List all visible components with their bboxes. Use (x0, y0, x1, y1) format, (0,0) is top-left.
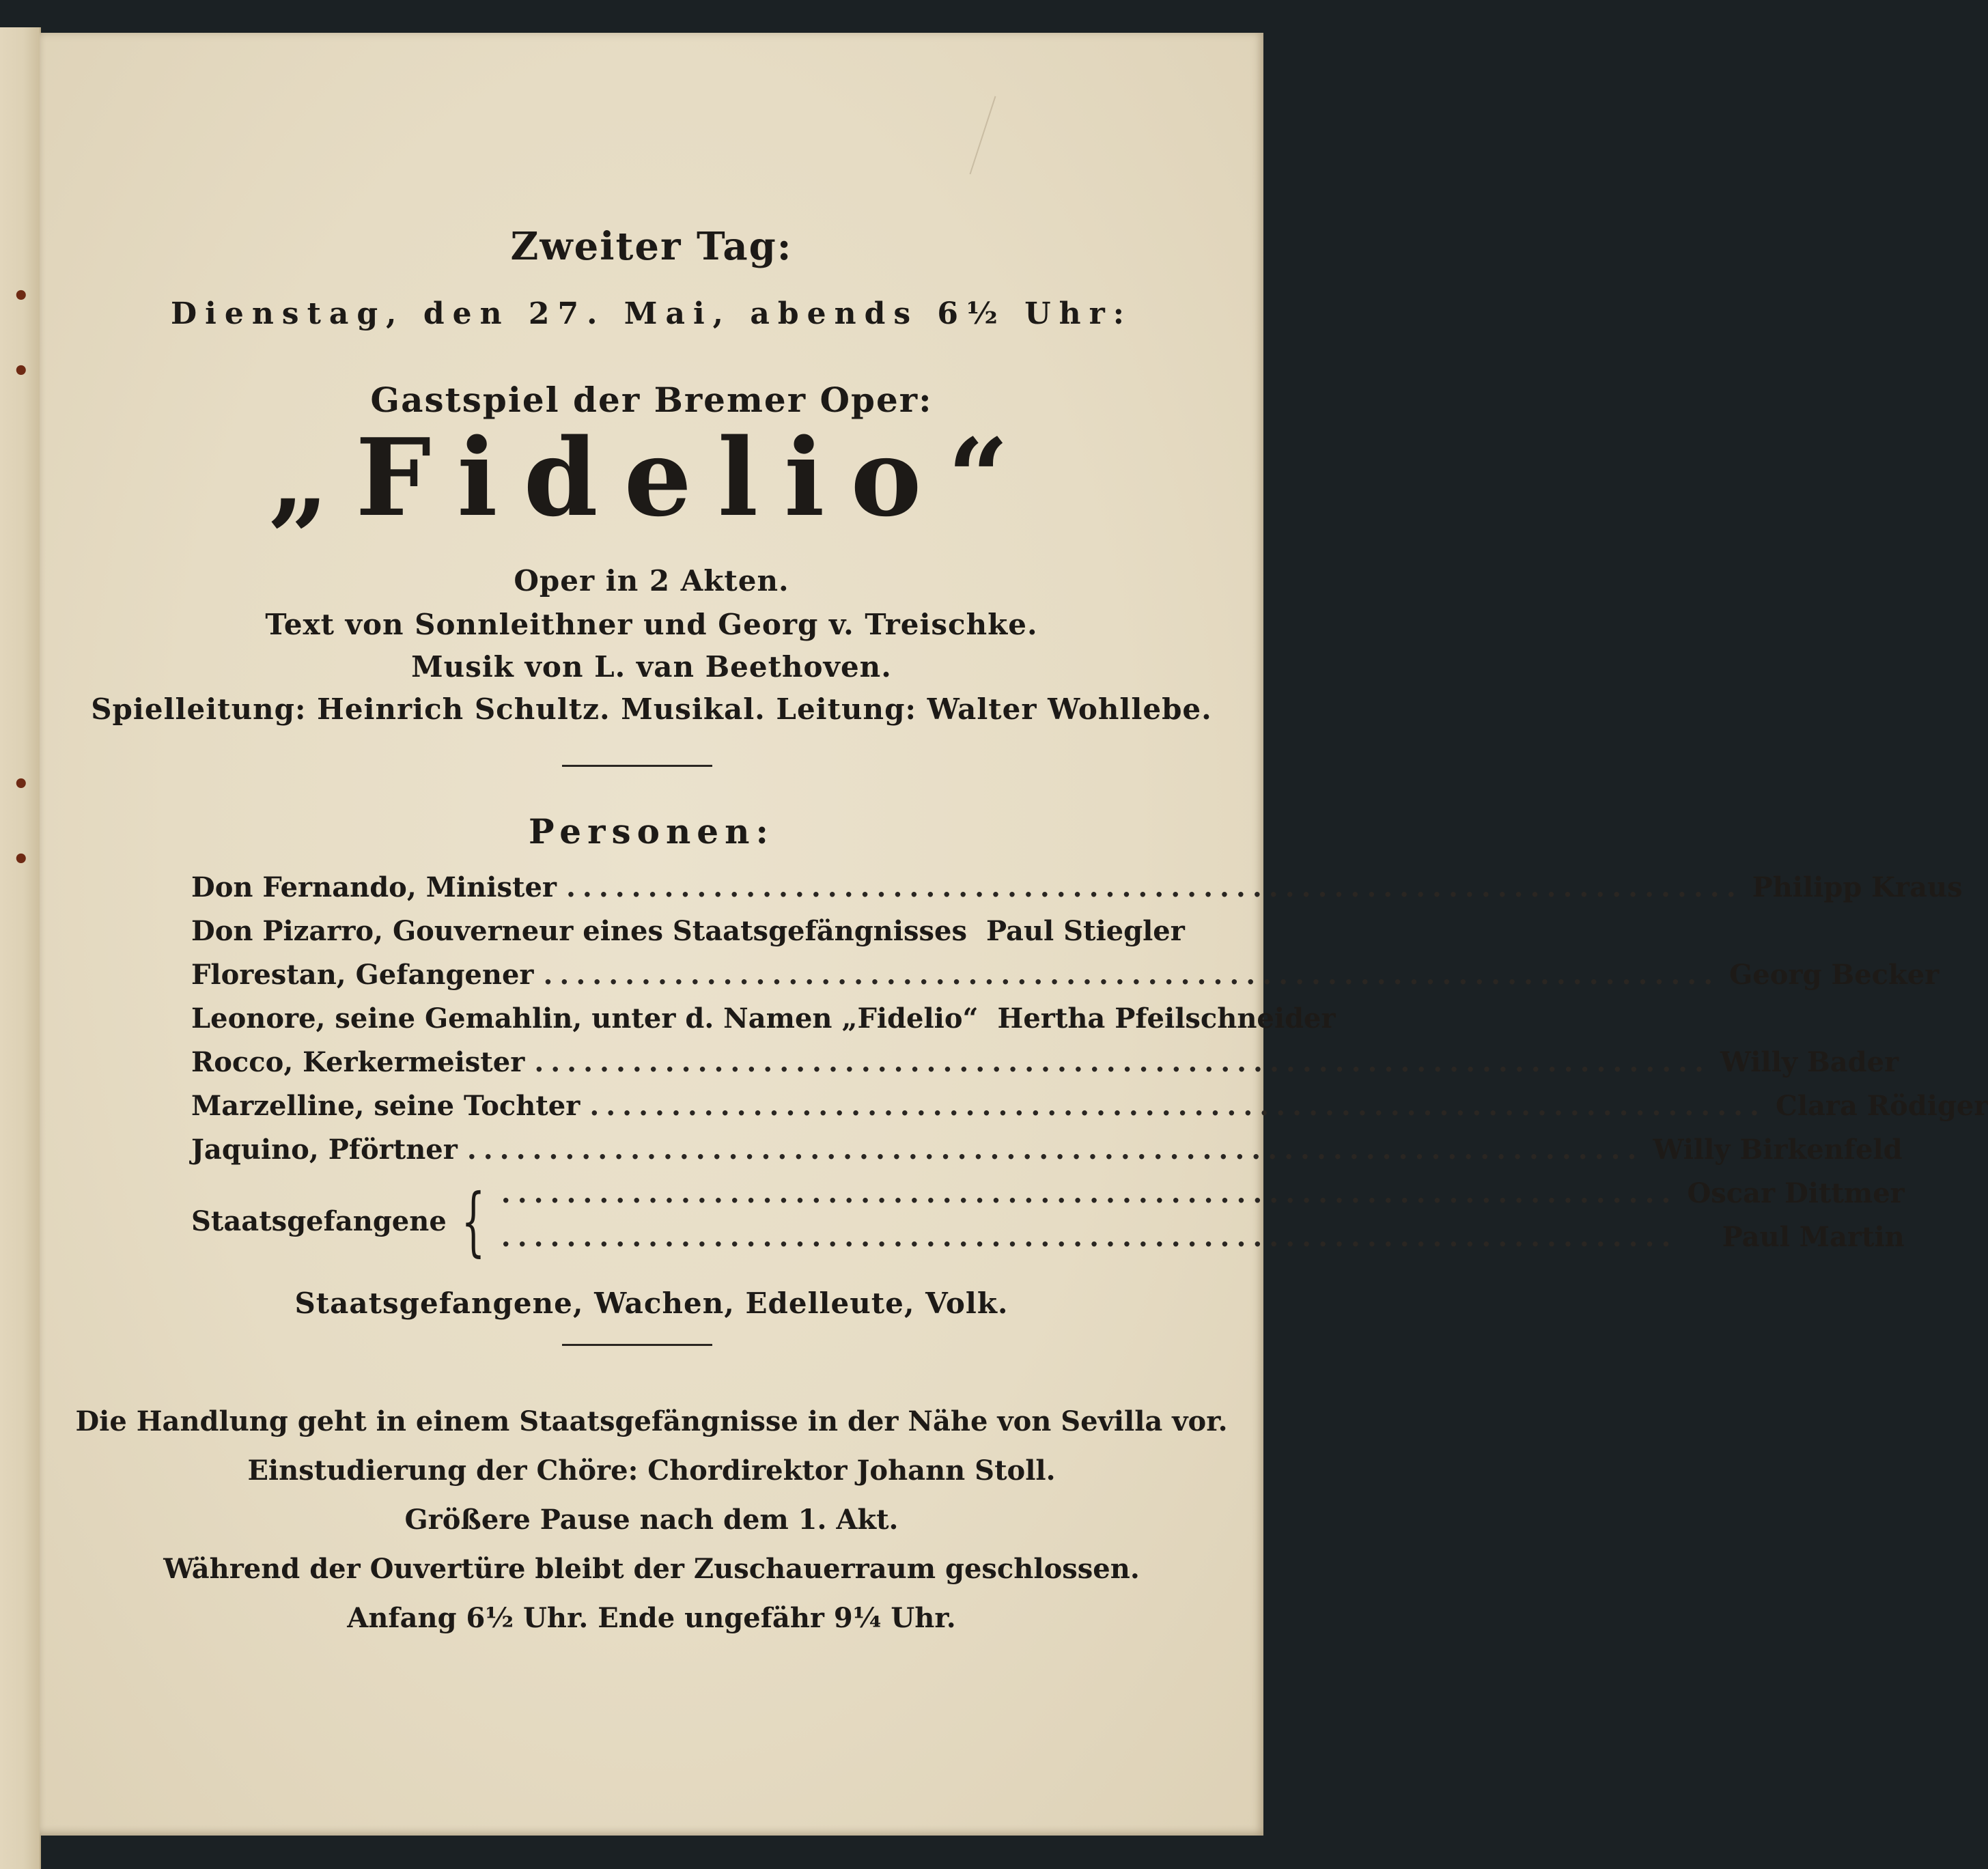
brace-glyph: { (461, 1177, 486, 1265)
composer-credit: Musik von L. van Beethoven. (411, 650, 892, 684)
role-name: Don Pizarro, Gouverneur eines Staatsgefängnisses (191, 915, 967, 947)
actor-name: Philipp Kraus (1752, 871, 1963, 903)
dot-leader: ........................................................................ (543, 959, 1720, 991)
cast-row (501, 1221, 1905, 1265)
adjacent-page-edge (0, 27, 41, 1869)
cast-heading: Personen: (529, 811, 774, 852)
dot-leader: ........................................................................ (534, 1046, 1711, 1078)
cast-row (191, 1046, 1899, 1090)
role-name: Leonore, seine Gemahlin, unter d. Namen „Fidelio“ (191, 1002, 979, 1035)
cast-row (191, 871, 1963, 915)
performance-date: Dienstag, den 27. Mai, abends 6½ Uhr: (170, 296, 1133, 331)
paper-crease (970, 96, 996, 175)
actor-name: Georg Becker (1729, 959, 1940, 991)
role-name: Don Fernando, Minister (191, 871, 557, 903)
margin-mark: • (12, 355, 30, 387)
role-name: Jaquino, Pförtner (191, 1134, 458, 1166)
group-role-name: Staatsgefangene (191, 1205, 447, 1237)
margin-mark: • (12, 843, 30, 875)
actor-name: Paul Martin (1722, 1221, 1905, 1253)
divider (562, 765, 712, 767)
actor-name: Clara Rödiger (1775, 1090, 1988, 1122)
dot-leader: ........................................................................ (565, 871, 1743, 903)
dot-leader: ........................................................................ (589, 1090, 1766, 1122)
cast-group (191, 1177, 1905, 1265)
cast-list (191, 871, 1988, 1265)
chorus-line: Staatsgefangene, Wachen, Edelleute, Volk. (294, 1287, 1009, 1320)
actor-name: Oscar Dittmer (1687, 1177, 1905, 1209)
actor-name: Willy Bader (1720, 1046, 1899, 1078)
actor-name: Paul Stiegler (985, 915, 1185, 947)
cast-row (191, 959, 1940, 1002)
role-name: Florestan, Gefangener (191, 959, 534, 991)
guest-performance-line: Gastspiel der Bremer Oper: (370, 380, 933, 420)
setting-note: Die Handlung geht in einem Staatsgefängnisse in der Nähe von Sevilla vor. (75, 1405, 1228, 1437)
cast-row (191, 1134, 1903, 1177)
cast-row (191, 915, 1185, 959)
opera-subtitle: Oper in 2 Akten. (514, 564, 789, 598)
role-name: Marzelline, seine Tochter (191, 1090, 580, 1122)
cast-row (501, 1177, 1905, 1221)
dot-leader: ........................................................................ (501, 1221, 1678, 1253)
opera-title: „Fidelio“ (268, 415, 1035, 540)
group-actors (501, 1177, 1905, 1265)
program-page (40, 33, 1988, 1836)
dot-leader: ........................................................................ (501, 1177, 1678, 1209)
day-heading: Zweiter Tag: (510, 224, 793, 269)
role-name: Rocco, Kerkermeister (191, 1046, 525, 1078)
pause-note: Größere Pause nach dem 1. Akt. (404, 1504, 899, 1536)
overture-note: Während der Ouvertüre bleibt der Zuschauerraum geschlossen. (163, 1553, 1140, 1585)
cast-row (191, 1002, 1336, 1046)
actor-name: Hertha Pfeilschneider (997, 1002, 1336, 1035)
direction-credit: Spielleitung: Heinrich Schultz. Musikal. Leitung: Walter Wohllebe. (91, 692, 1212, 726)
dot-leader: ........................................................................ (466, 1134, 1644, 1166)
divider (562, 1344, 712, 1346)
actor-name: Willy Birkenfeld (1653, 1134, 1903, 1166)
margin-mark: • (12, 280, 30, 312)
libretto-credit: Text von Sonnleithner und Georg v. Treischke. (265, 608, 1038, 641)
timing-note: Anfang 6½ Uhr. Ende ungefähr 9¼ Uhr. (347, 1602, 956, 1634)
chorus-master-note: Einstudierung der Chöre: Chordirektor Johann Stoll. (247, 1455, 1056, 1487)
margin-mark: • (12, 768, 30, 800)
cast-row (191, 1090, 1988, 1134)
